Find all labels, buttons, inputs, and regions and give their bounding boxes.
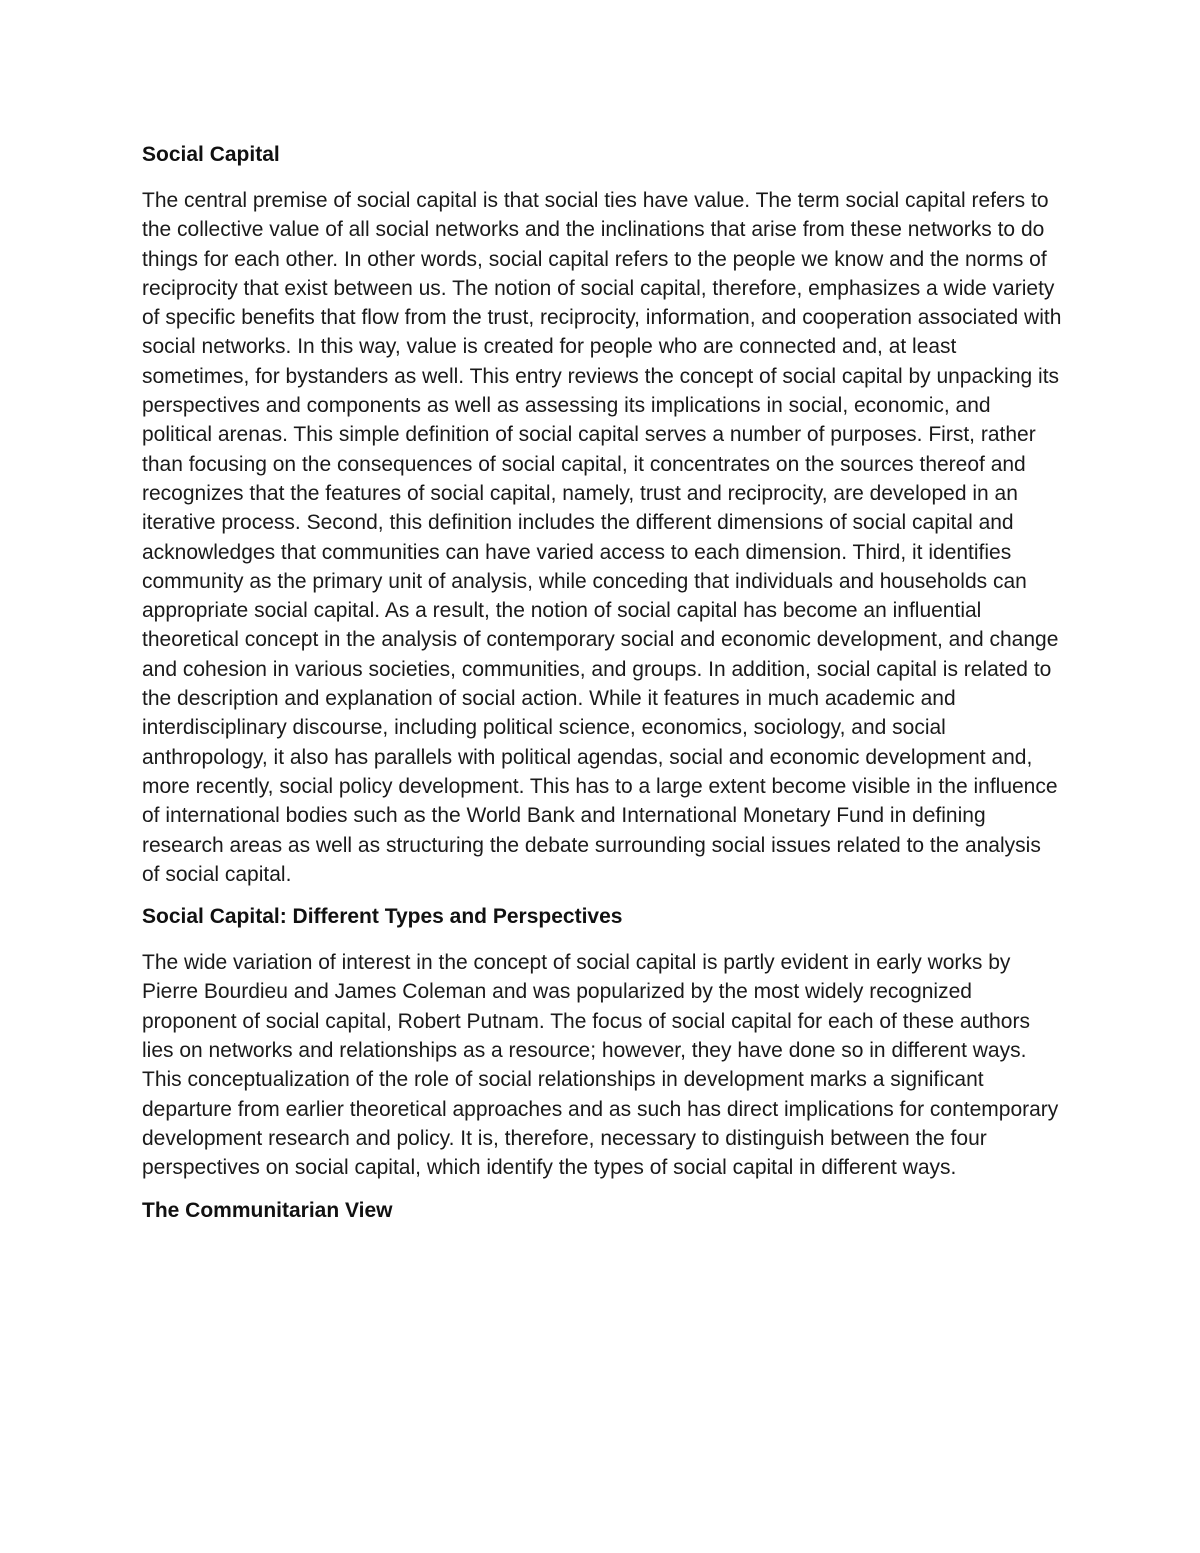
paragraph-intro: The central premise of social capital is that social ties have value. The term social capital refers to the collective value of all social networks and the inclinations that arise from these networks to do things for each other. In other words, social capital refers to the people we know and the norms of reciprocity that exist between us. The notion of social capital, therefore, emphasizes a wide variety of specific benefits that flow from the trust, reciprocity, information, and cooperation associated with social networks. In this way, value is created for people who are connected and, at least sometimes, for bystanders as well. This entry reviews the concept of social capital by unpacking its perspectives and components as well as assessing its implications in social, economic, and political arenas. This simple definition of social capital serves a number of purposes. First, rather than focusing on the consequences of social capital, it concentrates on the sources thereof and recognizes that the features of social capital, namely, trust and reciprocity, are developed in an iterative process. Second, this definition includes the different dimensions of social capital and acknowledges that communities can have varied access to each dimension. Third, it identifies community as the primary unit of analysis, while conceding that individuals and households can appropriate social capital. As a result, the notion of social capital has become an influential theoretical concept in the analysis of contemporary social and economic development, and change and cohesion in various societies, communities, and groups. In addition, social capital is related to the description and explanation of social action. While it features in much academic and interdisciplinary discourse, including political science, economics, sociology, and social anthropology, it also has parallels with political agendas, social and economic development and, more recently, social policy development. This has to a large extent become visible in the influence of international bodies such as the World Bank and International Monetary Fund in defining research areas as well as structuring the debate surrounding social issues related to the analysis of social capital. <box>142 189 1062 886</box>
document-page <box>142 140 1064 1226</box>
section-heading-social-capital: Social Capital <box>142 143 280 166</box>
section-heading-communitarian-view: The Communitarian View <box>142 1198 393 1222</box>
section-heading-types-perspectives: Social Capital: Different Types and Perspectives <box>142 905 623 929</box>
paragraph-types-perspectives: The wide variation of interest in the concept of social capital is partly evident in early works by Pierre Bourdieu and James Coleman and was popularized by the most widely recognized proponent of social capital, Robert Putnam. The focus of social capital for each of these authors lies on networks and relationships as a resource; however, they have done so in different ways. This conceptualization of the role of social relationships in development marks a significant departure from earlier theoretical approaches and as such has direct implications for contemporary development research and policy. It is, therefore, necessary to distinguish between the four perspectives on social capital, which identify the types of social capital in different ways. <box>142 951 1059 1180</box>
